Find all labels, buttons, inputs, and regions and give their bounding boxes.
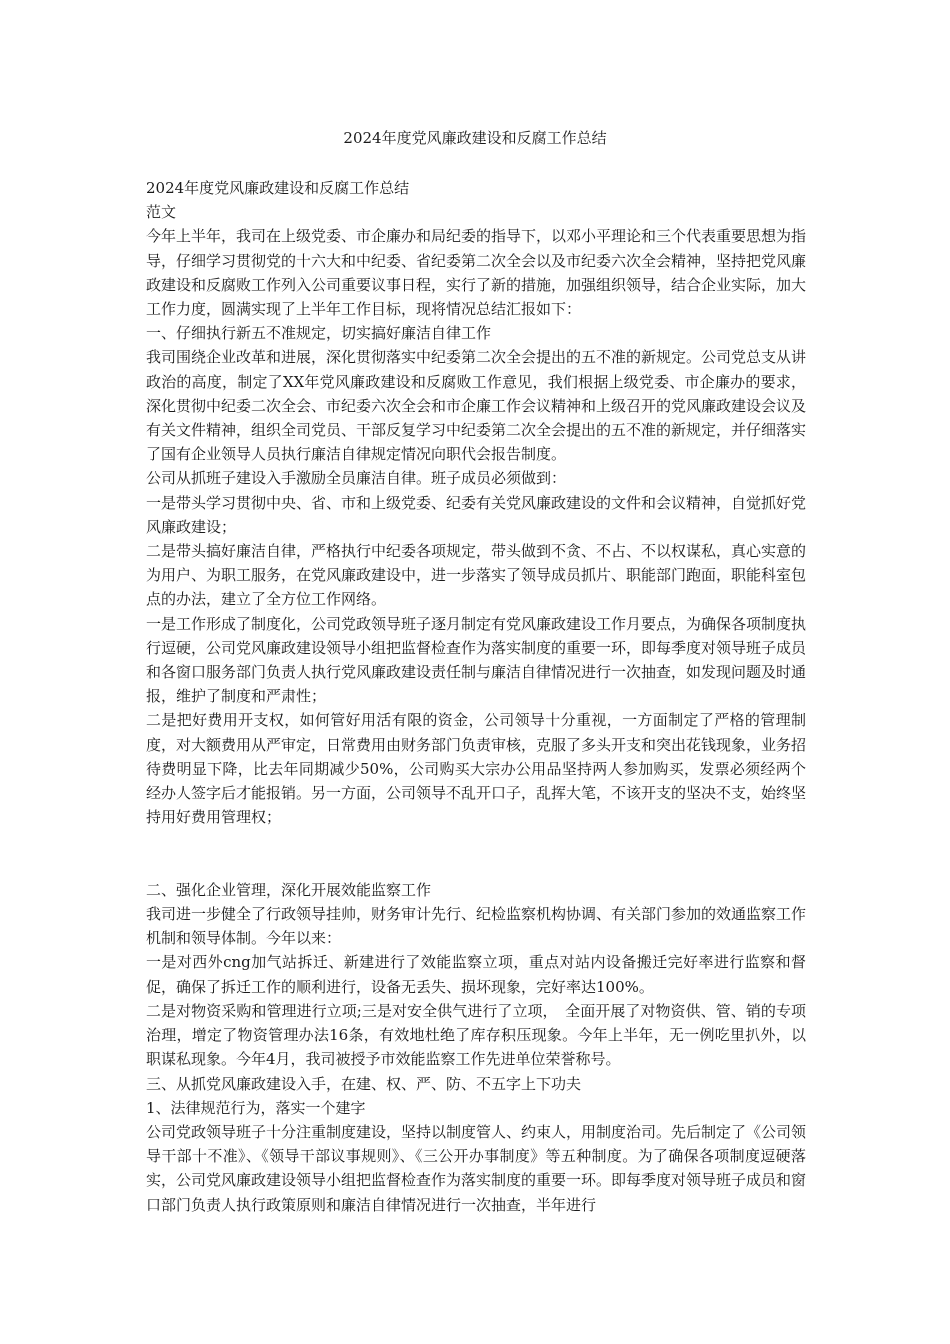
section-heading-2: 二、强化企业管理，深化开展效能监察工作 xyxy=(146,880,432,899)
subsection-heading: 1、法律规范行为，落实一个建字 xyxy=(146,1098,366,1117)
intro-paragraph: 今年上半年，我司在上级党委、市企廉办和局纪委的指导下，以邓小平理论和三个代表重要思想为指导，仔细学习贯彻党的十六大和中纪委、省纪委第二次全会以及市纪委六次全会精神，坚持把党风廉政建设和反腐败工作列入公司重要议事日程，实行了新的措施，加强组织领导，结合企业实际，加大工作力度，圆满实现了上半年工作目标，现将情况总结汇报如下： xyxy=(146,227,807,319)
list-item: 一是工作形成了制度化，公司党政领导班子逐月制定有党风廉政建设工作月要点，为确保各项制度执行逗硬，公司党风廉政建设领导小组把监督检查作为落实制度的重要一环，即每季度对领导班子成员和各窗口服务部门负责人执行党风廉政建设责任制与廉洁自律情况进行一次抽查，如发现问题及时通报，维护了制度和严肃性； xyxy=(146,614,807,706)
section-heading-3: 三、从抓党风廉政建设入手，在建、权、严、防、不五字上下功夫 xyxy=(146,1074,582,1093)
body-paragraph: 公司党政领导班子十分注重制度建设，坚持以制度管人、约束人，用制度治司。先后制定了《公司领导干部十不准》、《领导干部议事规则》、《三公开办事制度》等五种制度。为了确保各项制度逗硬落实，公司党风廉政建设领导小组把监督检查作为落实制度的重要一环。即每季度对领导班子成员和窗口部门负责人执行政策原则和廉洁自律情况进行一次抽查，半年进行 xyxy=(146,1122,807,1214)
list-item: 二是对物资采购和管理进行立项;三是对安全供气进行了立项， 全面开展了对物资供、管、销的专项治理，增定了物资管理办法16条，有效地杜绝了库存积压现象。今年上半年，无一例吃里扒外，以职谋私现象。今年4月，我司被授予市效能监察工作先进单位荣誉称号。 xyxy=(146,1001,806,1069)
list-item: 一是对西外cng加气站拆迁、新建进行了效能监察立项，重点对站内设备搬迁完好率进行监察和督促，确保了拆迁工作的顺利进行，设备无丢失、损坏现象，完好率达100%。 xyxy=(146,953,806,996)
body-label-fanwen: 范文 xyxy=(146,203,177,222)
list-item: 二是把好费用开支权，如何管好用活有限的资金，公司领导十分重视，一方面制定了严格的管理制度，对大额费用从严审定，日常费用由财务部门负责审核，克服了多头开支和突出花钱现象，业务招待费明显下降，比去年同期减少50%，公司购买大宗办公用品坚持两人参加购买，发票必须经两个经办人签字后才能报销。另一方面，公司领导不乱开口子，乱挥大笔，不该开支的坚决不支，始终坚持用好费用管理权； xyxy=(146,711,807,827)
list-item: 一是带头学习贯彻中央、省、市和上级党委、纪委有关党风廉政建设的文件和会议精神，自觉抓好党风廉政建设； xyxy=(146,493,807,536)
body-subtitle: 2024年度党风廉政建设和反腐工作总结 xyxy=(146,179,410,197)
paragraph-spacer xyxy=(146,829,806,877)
document-title: 2024年度党风廉政建设和反腐工作总结 xyxy=(343,129,607,147)
section-heading-1: 一、仔细执行新五不准规定，切实搞好廉洁自律工作 xyxy=(146,324,492,343)
document-body xyxy=(146,176,806,1217)
body-paragraph: 我司进一步健全了行政领导挂帅，财务审计先行、纪检监察机构协调、有关部门参加的效通监察工作机制和领导体制。今年以来： xyxy=(146,905,807,948)
body-paragraph: 我司围绕企业改革和进展，深化贯彻落实中纪委第二次全会提出的五不准的新规定。公司党总支从讲政治的高度，制定了XX年党风廉政建设和反腐败工作意见，我们根据上级党委、市企廉办的要求，深化贯彻中纪委二次全会、市纪委六次全会和市企廉工作会议精神和上级召开的党风廉政建设会议及有关文件精神，组织全司党员、干部反复学习中纪委第二次全会提出的五不准的新规定，并仔细落实了国有企业领导人员执行廉洁自律规定情况向职代会报告制度。 xyxy=(146,348,807,464)
list-item: 二是带头搞好廉洁自律，严格执行中纪委各项规定，带头做到不贪、不占、不以权谋私，真心实意的为用户、为职工服务，在党风廉政建设中，进一步落实了领导成员抓片、职能部门跑面，职能科室包点的办法，建立了全方位工作网络。 xyxy=(146,542,807,609)
body-paragraph: 公司从抓班子建设入手激励全员廉洁自律。班子成员必须做到： xyxy=(146,469,567,488)
